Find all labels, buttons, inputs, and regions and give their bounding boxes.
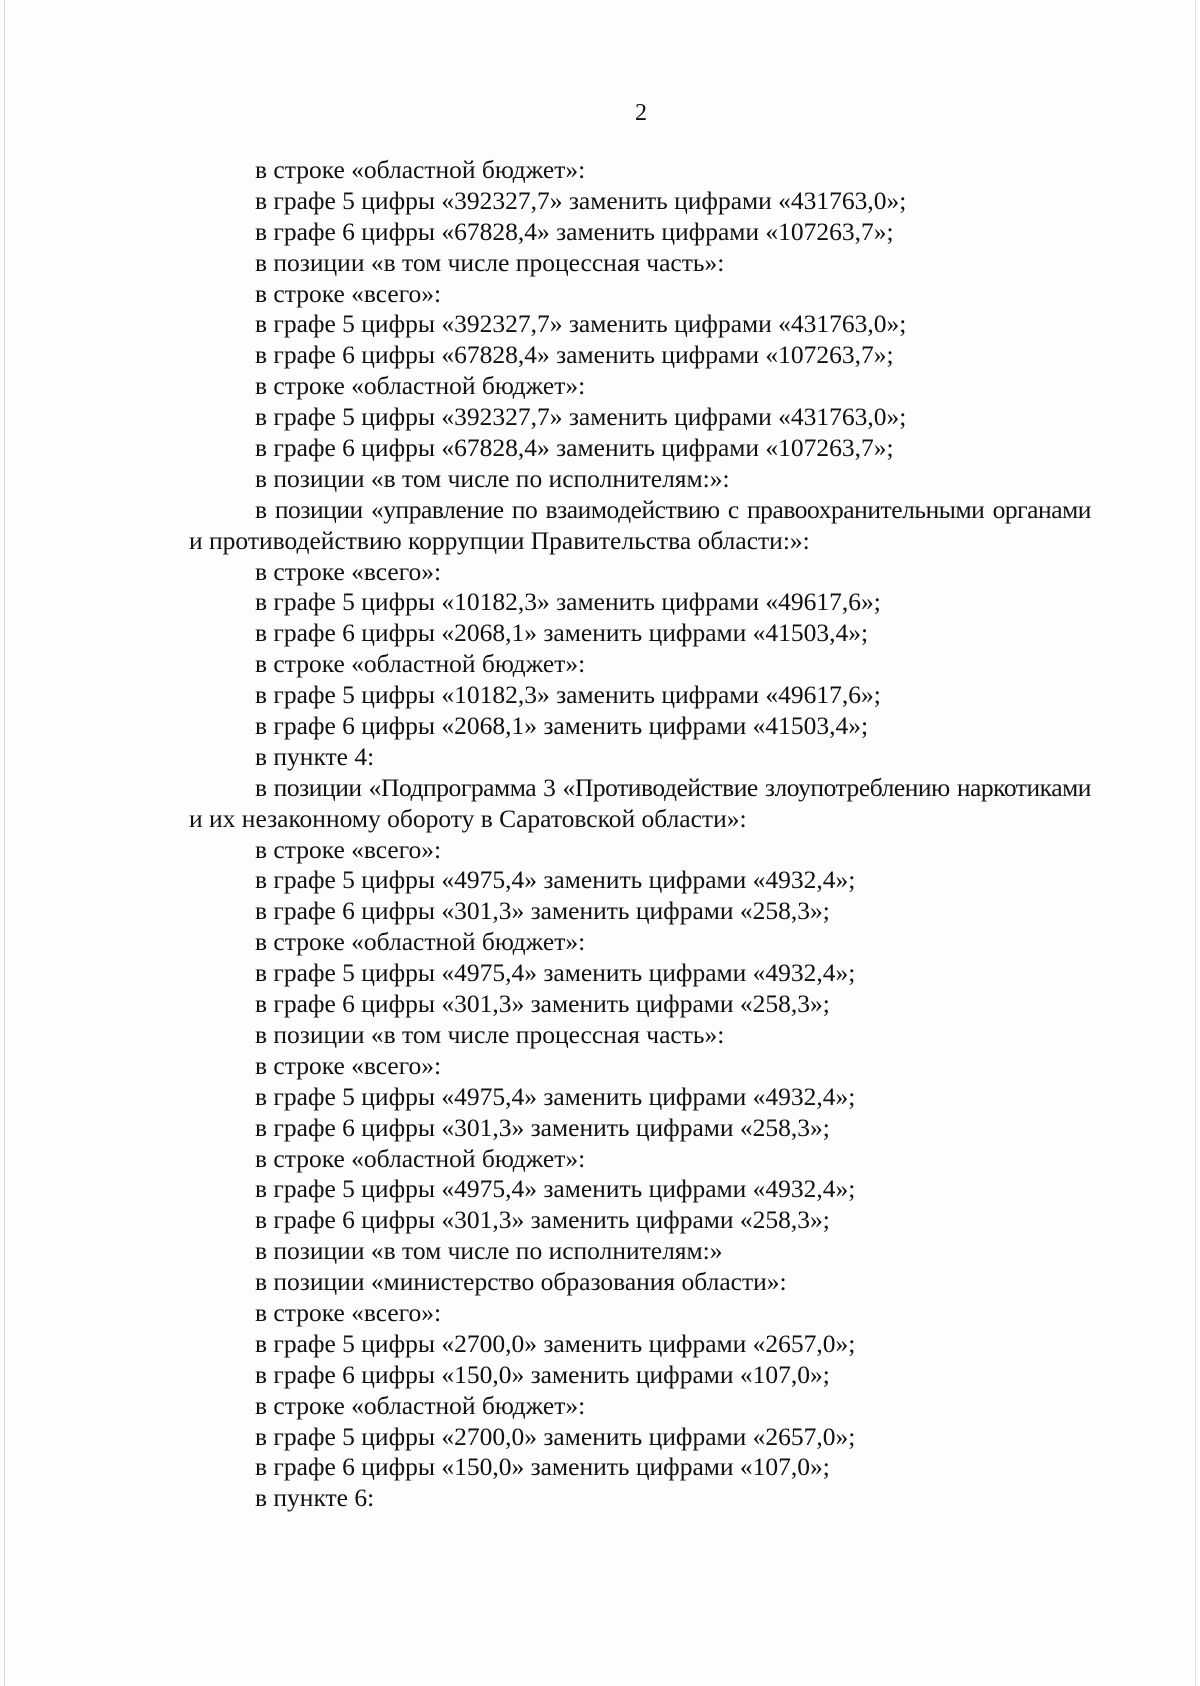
text-line: в графе 6 цифры «67828,4» заменить цифрами «107263,7»; [255,216,894,246]
text-line: в графе 6 цифры «67828,4» заменить цифрами «107263,7»; [255,433,894,463]
text-line: в строке «всего»: [255,1297,442,1327]
document-body [189,155,1091,1514]
text-line: в пункте 6: [255,1483,375,1513]
text-line: в графе 6 цифры «2068,1» заменить цифрами «41503,4»; [255,711,869,741]
text-line: в строке «всего»: [255,278,442,308]
page-number: 2 [635,100,647,126]
text-line: в графе 6 цифры «150,0» заменить цифрами «107,0»; [255,1452,830,1482]
text-line: в графе 5 цифры «392327,7» заменить цифрами «431763,0»; [255,185,907,215]
text-line: в строке «областной бюджет»: [255,927,586,957]
text-line: и противодействию коррупции Правительства области:»: [189,525,810,555]
text-line: в графе 5 цифры «392327,7» заменить цифрами «431763,0»; [255,309,907,339]
text-line: в строке «областной бюджет»: [255,1390,586,1420]
text-line: в графе 5 цифры «2700,0» заменить цифрами «2657,0»; [255,1421,856,1451]
text-line: в графе 5 цифры «4975,4» заменить цифрами «4932,4»; [255,1174,856,1204]
text-line: в позиции «Подпрограмма 3 «Противодействие злоупотреблению наркотиками [255,772,1091,802]
text-line: в строке «всего»: [255,556,442,586]
text-line: в позиции «в том числе процессная часть»: [255,1019,725,1049]
text-line: в графе 6 цифры «301,3» заменить цифрами «258,3»; [255,989,830,1019]
text-line: в графе 5 цифры «2700,0» заменить цифрами «2657,0»; [255,1328,856,1358]
scan-edge-left [4,0,5,1686]
scan-edge-right [1195,0,1196,1686]
text-line: в графе 6 цифры «2068,1» заменить цифрами «41503,4»; [255,618,869,648]
text-line: в графе 5 цифры «4975,4» заменить цифрами «4932,4»; [255,958,856,988]
text-line: в строке «областной бюджет»: [255,649,586,679]
text-line: в графе 5 цифры «4975,4» заменить цифрами «4932,4»; [255,865,856,895]
text-line: в позиции «в том числе по исполнителям:»: [255,463,730,493]
text-line: в графе 6 цифры «67828,4» заменить цифрами «107263,7»; [255,340,894,370]
text-line: в позиции «в том числе процессная часть»: [255,247,725,277]
text-line: в графе 6 цифры «301,3» заменить цифрами «258,3»; [255,1112,830,1142]
text-line: в строке «всего»: [255,834,442,864]
text-line: в строке «областной бюджет»: [255,1143,586,1173]
text-line: в строке «областной бюджет»: [255,371,586,401]
text-line: в строке «областной бюджет»: [255,155,586,184]
text-line: в позиции «управление по взаимодействию с правоохранительными органами [255,494,1091,524]
text-line: в строке «всего»: [255,1050,442,1080]
text-line: в графе 5 цифры «392327,7» заменить цифрами «431763,0»; [255,402,907,432]
text-line: в графе 6 цифры «301,3» заменить цифрами «258,3»; [255,896,830,926]
text-line: в графе 5 цифры «4975,4» заменить цифрами «4932,4»; [255,1081,856,1111]
text-line: в графе 5 цифры «10182,3» заменить цифрами «49617,6»; [255,680,881,710]
text-line: и их незаконному обороту в Саратовской области»: [189,803,747,833]
text-line: в пункте 4: [255,741,375,771]
text-line: в графе 6 цифры «301,3» заменить цифрами «258,3»; [255,1205,830,1235]
text-line: в позиции «в том числе по исполнителям:» [255,1236,723,1266]
text-line: в графе 5 цифры «10182,3» заменить цифрами «49617,6»; [255,587,881,617]
text-line: в позиции «министерство образования области»: [255,1267,787,1297]
text-line: в графе 6 цифры «150,0» заменить цифрами «107,0»; [255,1359,830,1389]
